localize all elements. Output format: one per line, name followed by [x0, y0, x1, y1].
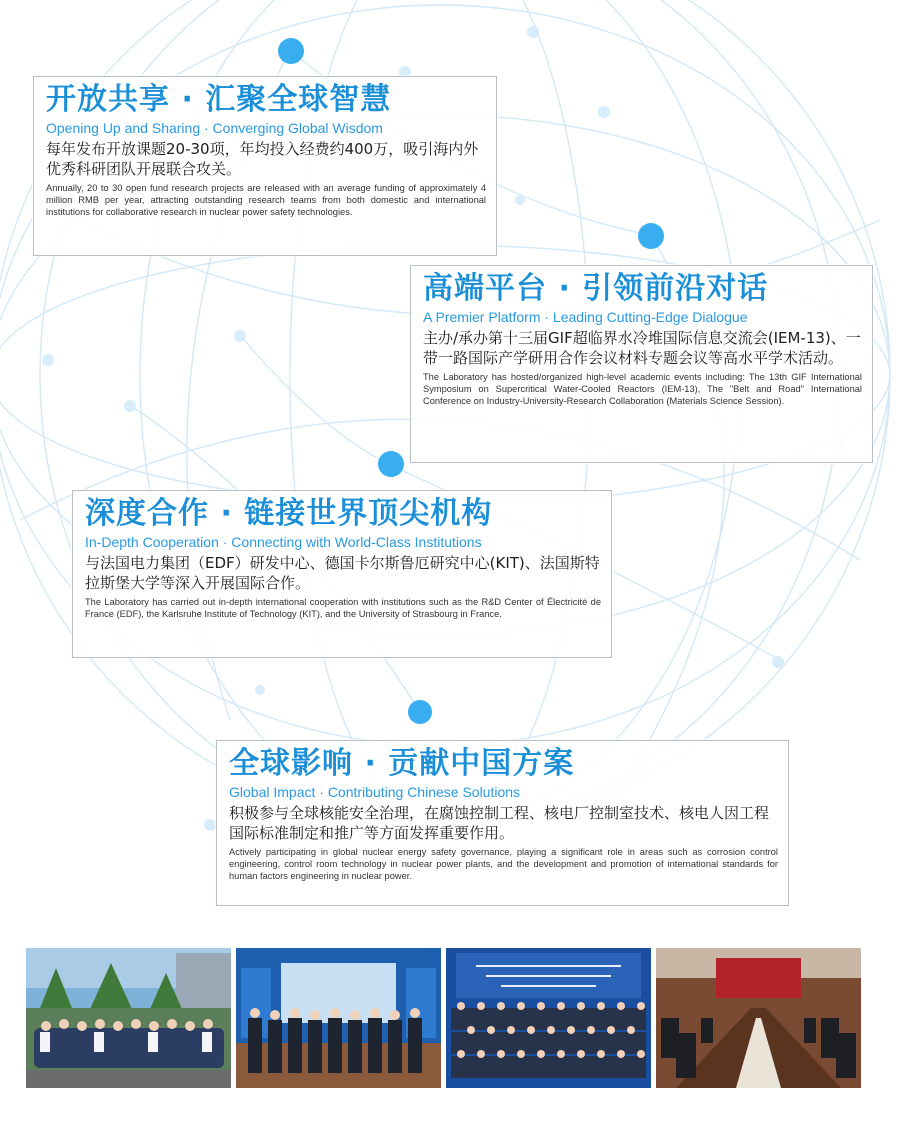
section-body-zh: 与法国电力集团（EDF）研发中心、德国卡尔斯鲁厄研究中心(KIT)、法国斯特拉斯堡大学等深入开展国际合作。: [85, 554, 600, 592]
section-title-en: Opening Up and Sharing · Converging Global Wisdom: [46, 120, 383, 136]
section-body-zh: 每年发布开放课题20-30项，年均投入经费约400万，吸引海内外优秀科研团队开展联合攻关。: [46, 140, 479, 178]
section-body-zh: 主办/承办第十三届GIF超临界水冷堆国际信息交流会(IEM-13)、一带一路国际产学研用合作会议材料专题会议等高水平学术活动。: [423, 329, 861, 367]
section-title-zh: 全球影响 · 贡献中国方案: [229, 746, 575, 781]
section-title-zh: 开放共享 · 汇聚全球智慧: [46, 82, 392, 117]
section-global-impact: [216, 740, 789, 906]
section-body-en: The Laboratory has carried out in-depth international cooperation with institutions such as the R&D Center of Électricité de France (EDF), the Karlsruhe Institute of Technology (KIT), and the University of Strasbourg in France.: [85, 597, 601, 619]
section-title-en: In-Depth Cooperation · Connecting with World-Class Institutions: [85, 534, 482, 550]
photo-outdoor-group: [26, 948, 231, 1088]
section-title-zh: 深度合作 · 链接世界顶尖机构: [85, 496, 493, 531]
section-body-en: Annually, 20 to 30 open fund research projects are released with an average funding of approximately 4 million RMB per year, attracting outstanding research teams from both domestic and international institutions for collaborative research in nuclear power safety technologies.: [46, 183, 486, 217]
photo-meeting-room: [656, 948, 861, 1088]
section-in-depth-cooperation: [72, 490, 612, 658]
photo-auditorium-group: [446, 948, 651, 1088]
section-open-sharing: [33, 76, 497, 256]
section-body-en: The Laboratory has hosted/organized high-level academic events including: The 13th GIF International Symposium on Supercritical Water-Cooled Reactors (IEM-13), The "Belt and Road" International Conference on Industry-University-Research Collaboration (Materials Science Session).: [423, 372, 862, 406]
section-title-en: A Premier Platform · Leading Cutting-Edge Dialogue: [423, 309, 748, 325]
section-title-zh: 高端平台 · 引领前沿对话: [423, 271, 769, 306]
section-body-en: Actively participating in global nuclear energy safety governance, playing a significant role in areas such as corrosion control engineering, control room technology in nuclear power plants, and the development and promotion of international standards for human factors engineering in nuclear power.: [229, 847, 778, 881]
section-premier-platform: [410, 265, 873, 463]
section-body-zh: 积极参与全球核能安全治理，在腐蚀控制工程、核电厂控制室技术、核电人因工程国际标准制定和推广等方面发挥重要作用。: [229, 804, 770, 842]
section-title-en: Global Impact · Contributing Chinese Solutions: [229, 784, 521, 800]
photo-stage-group: [236, 948, 441, 1088]
